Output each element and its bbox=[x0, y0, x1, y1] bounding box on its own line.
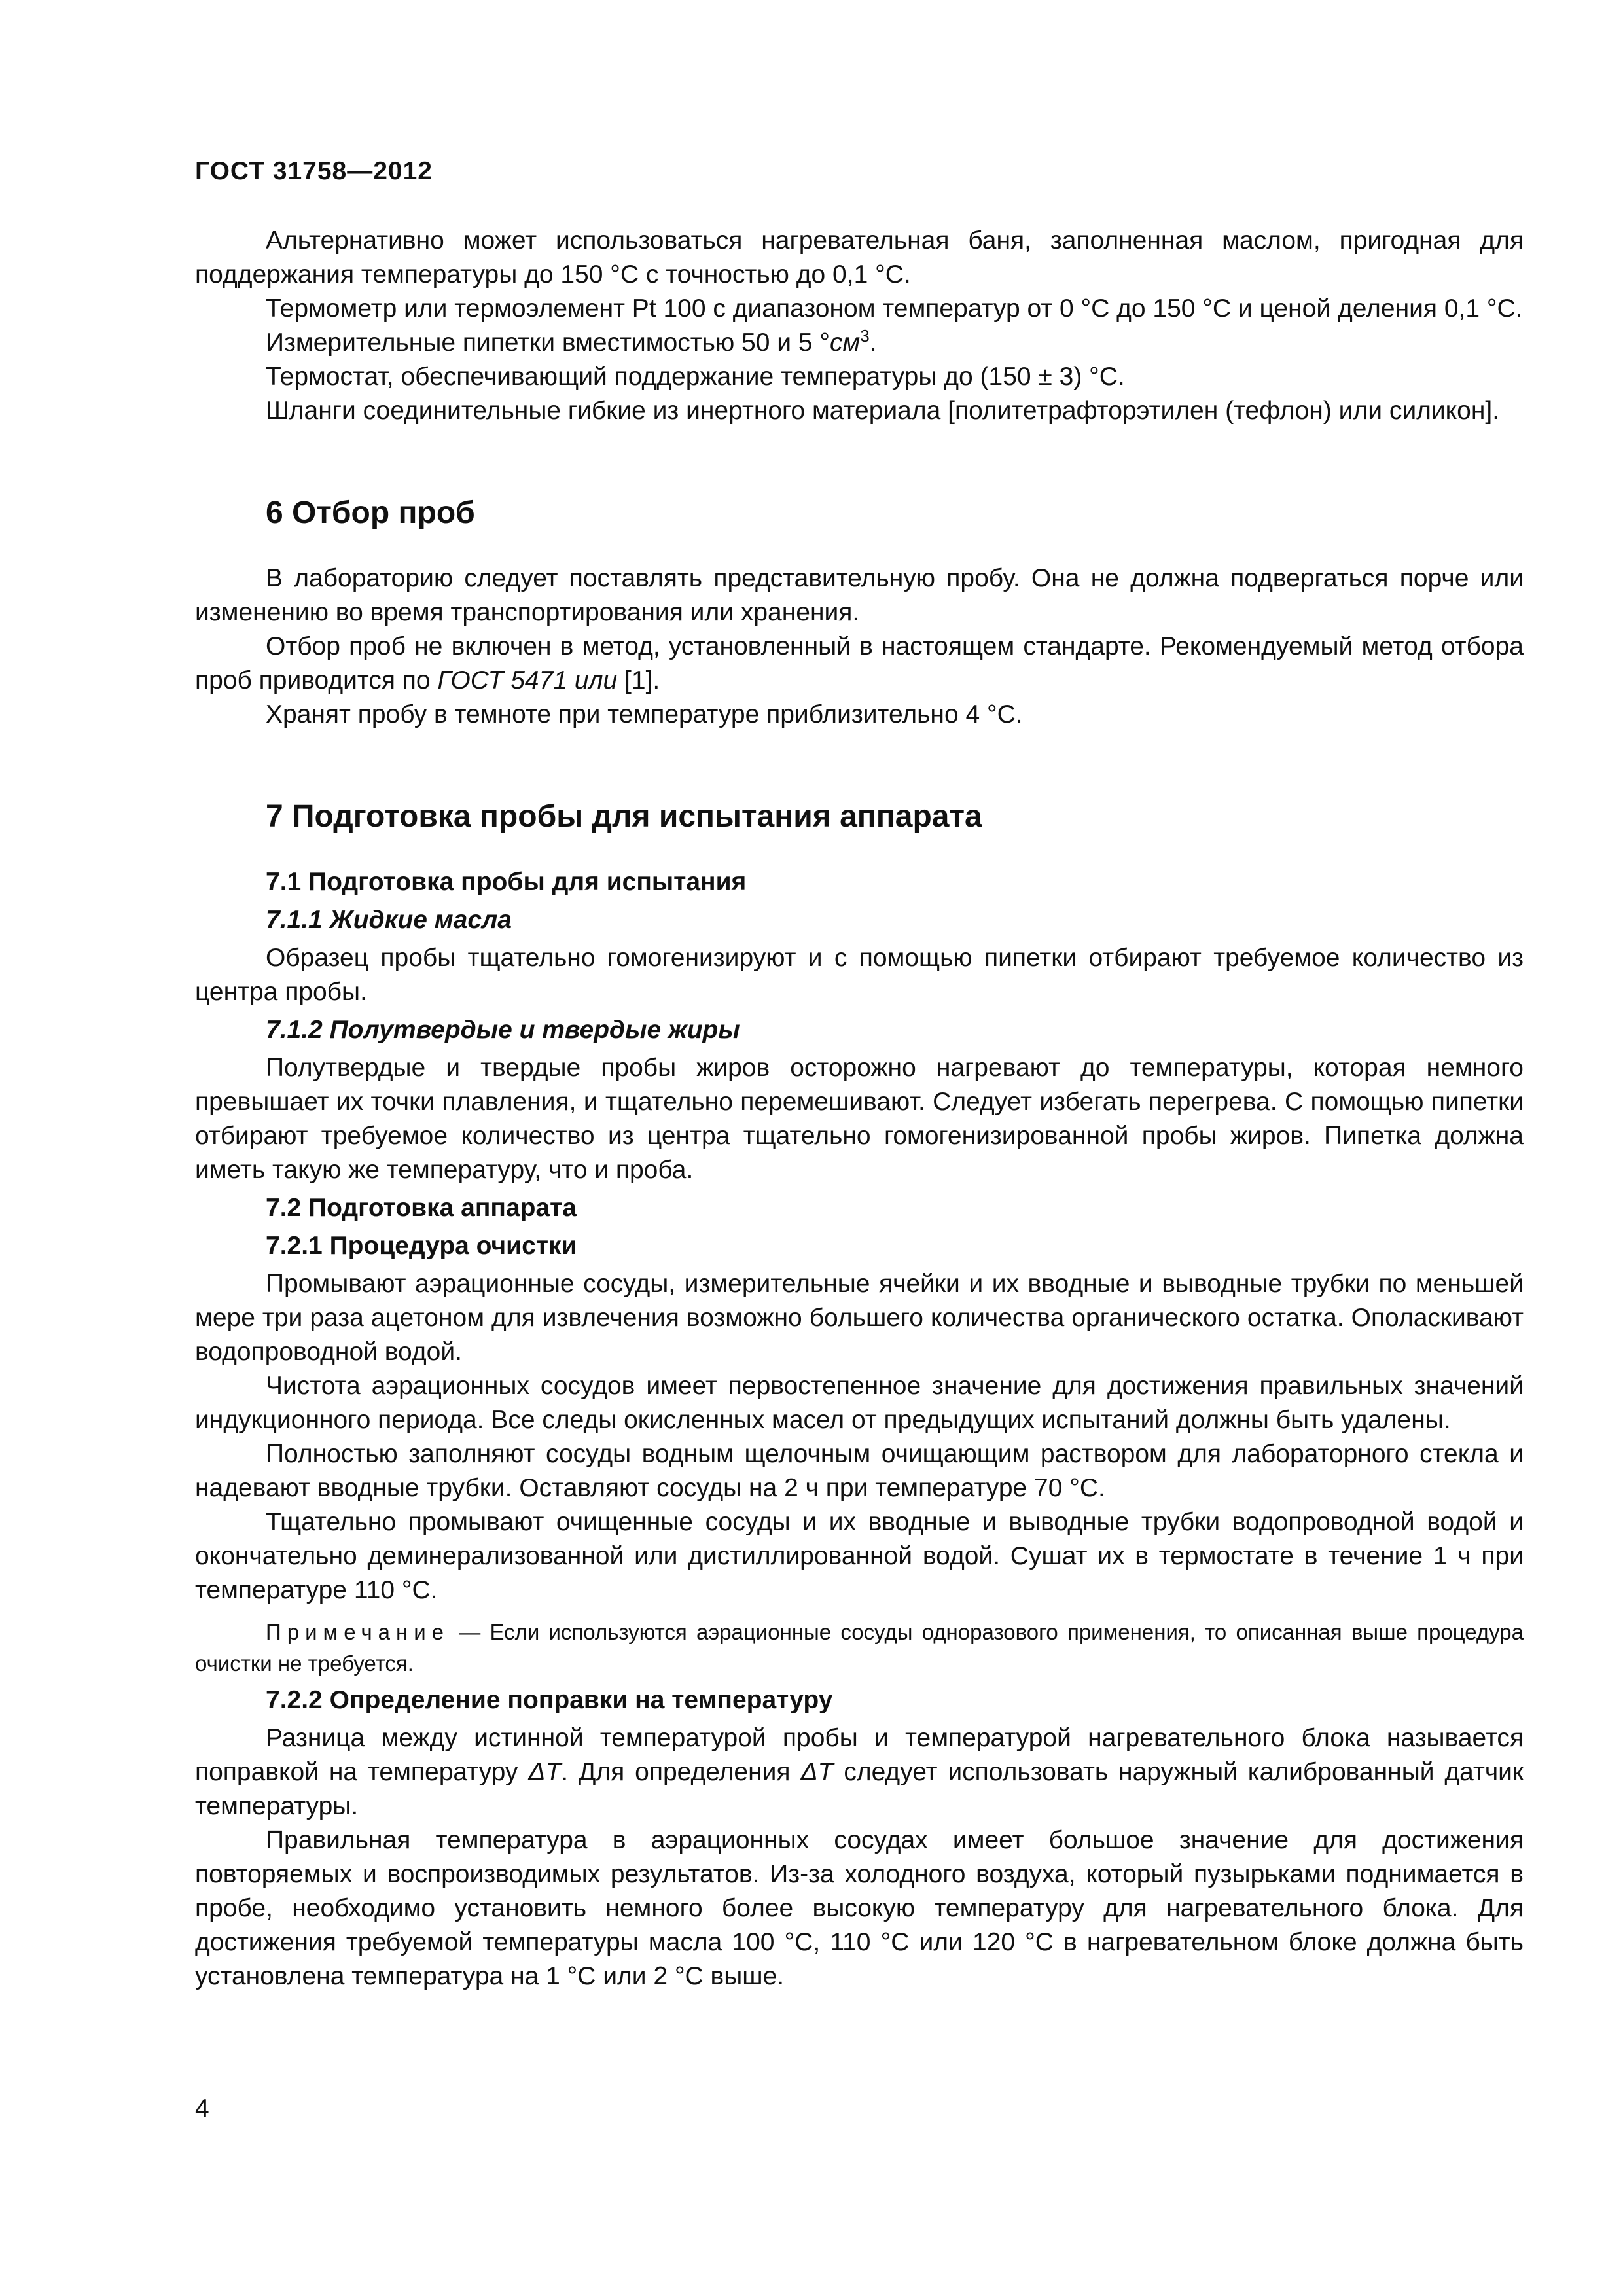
paragraph bbox=[195, 630, 1524, 698]
note bbox=[195, 1617, 1524, 1679]
paragraph: Термометр или термоэлемент Pt 100 с диапазоном температур от 0 °C до 150 °C и ценой деления 0,1 °C. bbox=[266, 295, 1523, 323]
paragraph: Альтернативно может использоваться нагревательная баня, заполненная маслом, пригодная для поддержания температуры до 150 °C с точностью до 0,1 °C. bbox=[195, 226, 1524, 289]
subsection-heading: 7.1 Подготовка пробы для испытания bbox=[266, 868, 747, 896]
note-text: — Если используются аэрационные сосуды одноразового применения, то описанная выше процедура очистки не требуется. bbox=[195, 1620, 1524, 1676]
document-page bbox=[195, 157, 1524, 1994]
paragraph: Правильная температура в аэрационных сосудах имеет большое значение для достижения повторяемых и воспроизводимых результатов. Из-за холодного воздуха, который пузырьками поднимается в пробе, необходимо установить немного более высокую температуру для нагревательного блока. Для достижения требуемой температуры масла 100 °C, 110 °C или 120 °C в нагревательном блоке должна быть установлена температура на 1 °C или 2 °C выше. bbox=[195, 1826, 1524, 1990]
section-heading: 7 Подготовка пробы для испытания аппарата bbox=[266, 799, 982, 834]
subsection-heading: 7.2.1 Процедура очистки bbox=[266, 1232, 577, 1260]
symbol-delta-t: ΔT bbox=[528, 1758, 562, 1786]
subsection-heading: 7.2.2 Определение поправки на температуру bbox=[266, 1686, 833, 1714]
section-heading: 6 Отбор проб bbox=[266, 495, 475, 530]
subsection-heading: 7.1.1 Жидкие масла bbox=[266, 906, 512, 934]
symbol-delta-t: ΔT bbox=[800, 1758, 834, 1786]
text-run: Измерительные пипетки вместимостью 50 и 5 ° bbox=[266, 329, 830, 357]
text-run: [1]. bbox=[617, 666, 660, 694]
paragraph: Полностью заполняют сосуды водным щелочным очищающим раствором для лабораторного стекла и надевают вводные трубки. Оставляют сосуды на 2 ч при температуре 70 °C. bbox=[195, 1440, 1524, 1502]
text-run: следует использовать наружный калиброванный датчик температуры. bbox=[195, 1758, 1524, 1820]
paragraph: Образец пробы тщательно гомогенизируют и с помощью пипетки отбирают требуемое количество из центра пробы. bbox=[195, 944, 1524, 1006]
text-run: Разница между истинной температурой пробы и температурой нагревательного блока называется поправкой на температуру bbox=[195, 1724, 1524, 1786]
note-label: Примечание bbox=[266, 1620, 450, 1644]
standard-header: ГОСТ 31758—2012 bbox=[195, 157, 433, 185]
paragraph bbox=[195, 326, 1524, 360]
paragraph bbox=[195, 1721, 1524, 1823]
unit-text: см bbox=[830, 329, 861, 357]
subsection-heading: 7.2 Подготовка аппарата bbox=[266, 1194, 577, 1222]
text-run: Отбор проб не включен в метод, установленный в настоящем стандарте. Рекомендуемый метод отбора проб приводится по bbox=[195, 632, 1524, 694]
paragraph: Шланги соединительные гибкие из инертного материала [политетрафторэтилен (тефлон) или силикон]. bbox=[266, 397, 1500, 425]
superscript: 3 bbox=[860, 326, 870, 346]
text-run: . Для определения bbox=[561, 1758, 801, 1786]
text-run: . bbox=[869, 329, 877, 357]
paragraph: Термостат, обеспечивающий поддержание температуры до (150 ± 3) °C. bbox=[266, 363, 1125, 391]
paragraph: Тщательно промывают очищенные сосуды и их вводные и выводные трубки водопроводной водой и окончательно деминерализованной или дистиллированной водой. Сушат их в термостате в течение 1 ч при температуре 110 °C. bbox=[195, 1508, 1524, 1604]
standard-reference: ГОСТ 5471 или bbox=[437, 666, 618, 694]
paragraph: Промывают аэрационные сосуды, измерительные ячейки и их вводные и выводные трубки по меньшей мере три раза ацетоном для извлечения возможно большего количества органического остатка. Ополаскивают водопроводной водой. bbox=[195, 1270, 1524, 1366]
page-number: 4 bbox=[195, 2094, 209, 2123]
paragraph: Полутвердые и твердые пробы жиров осторожно нагревают до температуры, которая немного превышает их точки плавления, и тщательно перемешивают. Следует избегать перегрева. С помощью пипетки отбирают требуемое количество из центра тщательно гомогенизированной пробы жиров. Пипетка должна иметь такую же температуру, что и проба. bbox=[195, 1054, 1524, 1184]
paragraph: Хранят пробу в темноте при температуре приблизительно 4 °C. bbox=[266, 700, 1023, 728]
paragraph: Чистота аэрационных сосудов имеет первостепенное значение для достижения правильных значений индукционного периода. Все следы окисленных масел от предыдущих испытаний должны быть удалены. bbox=[195, 1372, 1524, 1434]
paragraph: В лабораторию следует поставлять представительную пробу. Она не должна подвергаться порче или изменению во время транспортирования или хранения. bbox=[195, 564, 1524, 626]
subsection-heading: 7.1.2 Полутвердые и твердые жиры bbox=[266, 1016, 740, 1044]
